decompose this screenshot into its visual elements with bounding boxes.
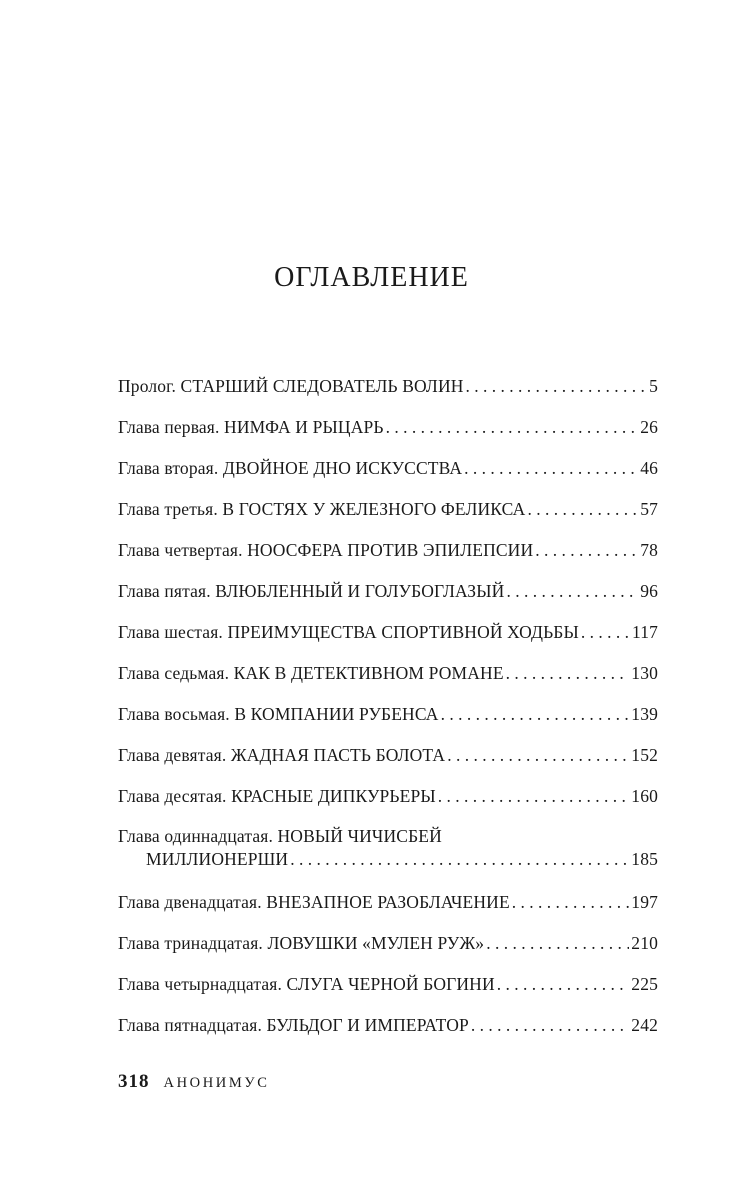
toc-entry-page: 130 (631, 663, 658, 683)
toc-entry (118, 930, 658, 971)
toc-entry (118, 742, 658, 783)
toc-entry-title: Глава шестая. ПРЕИМУЩЕСТВА СПОРТИВНОЙ ХОДЬБЫ (118, 622, 579, 642)
toc-entry-title: Глава пятнадцатая. БУЛЬДОГ И ИМПЕРАТОР (118, 1015, 469, 1035)
toc-leader-dots (527, 496, 638, 522)
toc-leader-dots (506, 578, 638, 604)
toc-leader-dots (497, 971, 630, 997)
toc-leader-dots (438, 783, 630, 809)
toc-leader-dots (447, 742, 629, 768)
toc-entry (118, 537, 658, 578)
toc-entry-page: 242 (631, 1015, 658, 1035)
toc-leader-dots (512, 889, 630, 915)
toc-entry-page: 210 (631, 933, 658, 953)
toc-entry-title: Глава десятая. КРАСНЫЕ ДИПКУРЬЕРЫ (118, 786, 436, 806)
toc-entry-page: 5 (649, 376, 658, 396)
toc-leader-dots (441, 701, 630, 727)
toc-entry-title: Пролог. СТАРШИЙ СЛЕДОВАТЕЛЬ ВОЛИН (118, 376, 464, 396)
toc-entry-page: 78 (640, 540, 658, 560)
toc-entry (118, 455, 658, 496)
toc-entry (118, 619, 658, 660)
toc-entry-title: Глава третья. В ГОСТЯХ У ЖЕЛЕЗНОГО ФЕЛИКСА (118, 499, 526, 519)
running-head-author: АНОНИМУС (163, 1075, 270, 1091)
toc-entry-title: Глава восьмая. В КОМПАНИИ РУБЕНСА (118, 704, 439, 724)
toc-entry-title: Глава девятая. ЖАДНАЯ ПАСТЬ БОЛОТА (118, 745, 446, 765)
toc-leader-dots (535, 537, 638, 563)
toc-entry-title: Глава пятая. ВЛЮБЛЕННЫЙ И ГОЛУБОГЛАЗЫЙ (118, 581, 505, 601)
toc-entry-title: Глава четырнадцатая. СЛУГА ЧЕРНОЙ БОГИНИ (118, 974, 495, 994)
toc-entry-page: 152 (631, 745, 658, 765)
page-number: 318 (118, 1071, 150, 1092)
toc-entry-title-continuation: МИЛЛИОНЕРШИ (146, 849, 289, 869)
toc-entry-page: 139 (631, 704, 658, 724)
toc-entry-title: Глава вторая. ДВОЙНОЕ ДНО ИСКУССТВА (118, 458, 463, 478)
toc-entry (118, 824, 658, 889)
toc-entry-page: 117 (631, 622, 658, 642)
toc-entry (118, 1012, 658, 1053)
toc-leader-dots (506, 660, 630, 686)
table-of-contents (118, 373, 658, 1053)
toc-leader-dots (581, 619, 630, 645)
page-footer (118, 1071, 270, 1093)
toc-entry-page: 96 (640, 581, 658, 601)
toc-entry-page: 197 (631, 892, 658, 912)
toc-entry-title: Глава двенадцатая. ВНЕЗАПНОЕ РАЗОБЛАЧЕНИЕ (118, 892, 510, 912)
toc-entry-title: Глава четвертая. НООСФЕРА ПРОТИВ ЭПИЛЕПСИИ (118, 540, 534, 560)
page-title: ОГЛАВЛЕНИЕ (274, 262, 469, 293)
toc-leader-dots (471, 1012, 629, 1038)
toc-leader-dots (290, 846, 629, 872)
toc-entry-title: Глава одиннадцатая. НОВЫЙ ЧИЧИСБЕЙ (118, 826, 442, 846)
toc-entry (118, 414, 658, 455)
toc-entry (118, 783, 658, 824)
toc-entry-page: 185 (631, 849, 658, 869)
toc-entry (118, 578, 658, 619)
toc-leader-dots (464, 455, 638, 481)
toc-entry (118, 373, 658, 414)
toc-entry-page: 46 (640, 458, 658, 478)
toc-entry-page: 26 (640, 417, 658, 437)
toc-entry-title: Глава первая. НИМФА И РЫЦАРЬ (118, 417, 384, 437)
toc-leader-dots (466, 373, 648, 399)
toc-leader-dots (486, 930, 629, 956)
toc-entry (118, 496, 658, 537)
toc-entry-title: Глава седьмая. КАК В ДЕТЕКТИВНОМ РОМАНЕ (118, 663, 504, 683)
toc-entry (118, 701, 658, 742)
toc-entry (118, 660, 658, 701)
toc-entry (118, 971, 658, 1012)
toc-leader-dots (386, 414, 639, 440)
toc-entry-title: Глава тринадцатая. ЛОВУШКИ «МУЛЕН РУЖ» (118, 933, 485, 953)
toc-entry-page: 57 (640, 499, 658, 519)
toc-entry-page: 160 (631, 786, 658, 806)
toc-entry (118, 889, 658, 930)
toc-entry-page: 225 (631, 974, 658, 994)
